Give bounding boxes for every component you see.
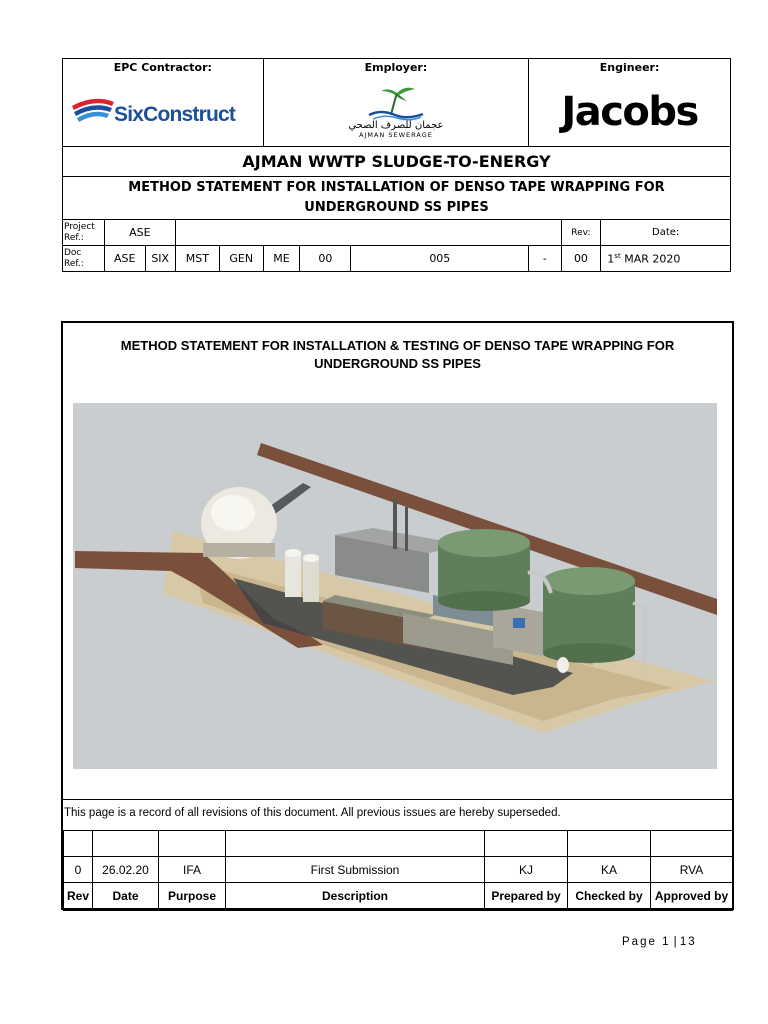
doc-ref-part: 005 [351,246,529,272]
date-value: 1st MAR 2020 [601,246,731,272]
jacobs-logo: Jacobs [561,88,698,135]
description-cell: First Submission [226,857,485,883]
plant-3d-rendering [73,403,717,769]
doc-ref-part: - [529,246,561,272]
sixconstruct-logo [63,81,263,142]
date-cell: 26.02.20 [93,857,159,883]
page-total: 13 [679,936,697,948]
project-ref-blank [175,220,561,246]
employer-label: Employer: [364,61,428,74]
description-header: Description [226,883,485,911]
checked-by-cell: KA [568,857,651,883]
prepared-by-header: Prepared by [485,883,568,911]
doc-ref-part: ASE [104,246,145,272]
revision-header-row [64,883,733,911]
prepared-by-cell: KJ [485,857,568,883]
doc-ref-part: GEN [219,246,263,272]
revision-empty-row [64,831,733,857]
approved-by-cell: RVA [651,857,733,883]
page-number: Page 1 | 13 [622,936,697,948]
project-title: AJMAN WWTP SLUDGE-TO-ENERGY [63,147,731,177]
purpose-cell: IFA [159,857,226,883]
doc-ref-label: Doc Ref.: [63,246,105,272]
cover-main-box [61,321,734,910]
document-header-table [62,58,731,272]
engineer-cell [529,59,731,147]
employer-logo-arabic: عجمان للصرف الصحي [348,119,444,131]
rev-label: Rev: [561,220,601,246]
statement-title: METHOD STATEMENT FOR INSTALLATION OF DENSO TAPE WRAPPING FOR UNDERGROUND SS PIPES [63,177,731,220]
epc-contractor-label: EPC Contractor: [113,61,212,74]
doc-ref-part: 00 [300,246,351,272]
purpose-header: Purpose [159,883,226,911]
page-label: Page [622,936,657,948]
date-header: Date [93,883,159,911]
engineer-label: Engineer: [599,61,660,74]
doc-ref-part: ME [263,246,300,272]
employer-logo-english: AJMAN SEWERAGE [359,130,433,139]
rev-value: 00 [561,246,601,272]
epc-contractor-cell [63,59,264,147]
date-label: Date: [601,220,731,246]
doc-ref-part: SIX [145,246,175,272]
rev-header: Rev [64,883,93,911]
checked-by-header: Checked by [568,883,651,911]
approved-by-header: Approved by [651,883,733,911]
project-ref-label: Project Ref.: [63,220,105,246]
ajman-sewerage-logo [264,81,529,142]
revision-table [63,830,733,911]
employer-cell [263,59,529,147]
project-ref-value: ASE [104,220,175,246]
table-row [64,857,733,883]
svg-text:SixConstruct: SixConstruct [113,102,235,126]
cover-title: METHOD STATEMENT FOR INSTALLATION & TESTING OF DENSO TAPE WRAPPING FOR UNDERGROUND SS PIPES [120,338,675,371]
rev-cell: 0 [64,857,93,883]
revision-record-note: This page is a record of all revisions of this document. All previous issues are hereby superseded. [63,799,732,831]
page-current: 1 [662,936,671,948]
doc-ref-part: MST [175,246,219,272]
